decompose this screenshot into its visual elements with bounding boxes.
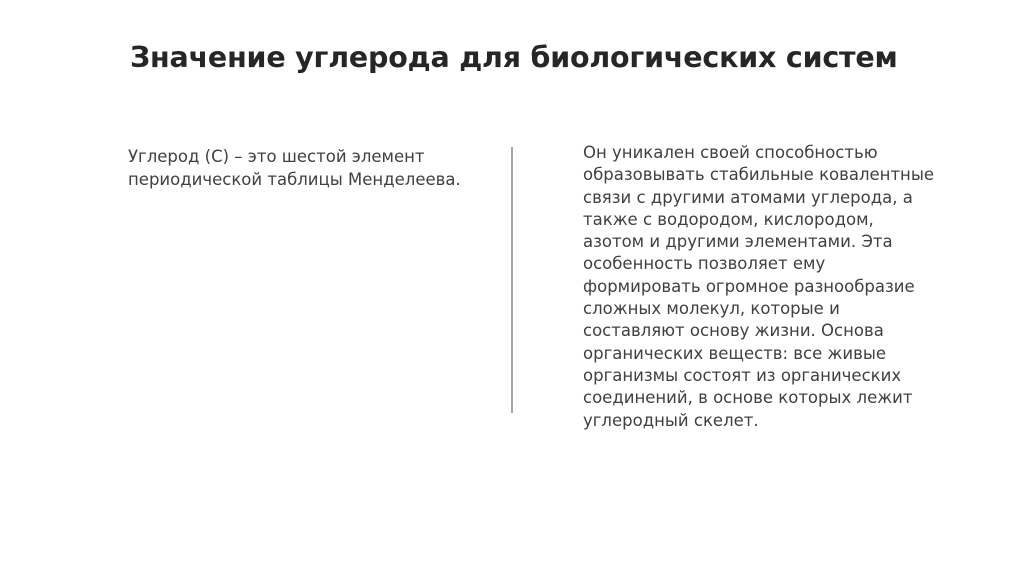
right-text-block: Он уникален своей способностью образовывать стабильные ковалентные связи с другими атомами углерода, а также с водородом, кислородом, азотом и другими элементами. Эта особенность позволяет ему формировать огромное разнообразие сложных молекул, которые и составляют основу жизни. Основа органических веществ: все живые организмы состоят из органических соединений, в основе которых лежит углеродный скелет. — [583, 143, 935, 430]
left-text-block: Углерод (C) – это шестой элемент периодической таблицы Менделеева. — [128, 147, 461, 189]
column-divider — [511, 147, 513, 413]
slide-title: Значение углерода для биологических систем — [130, 41, 898, 74]
